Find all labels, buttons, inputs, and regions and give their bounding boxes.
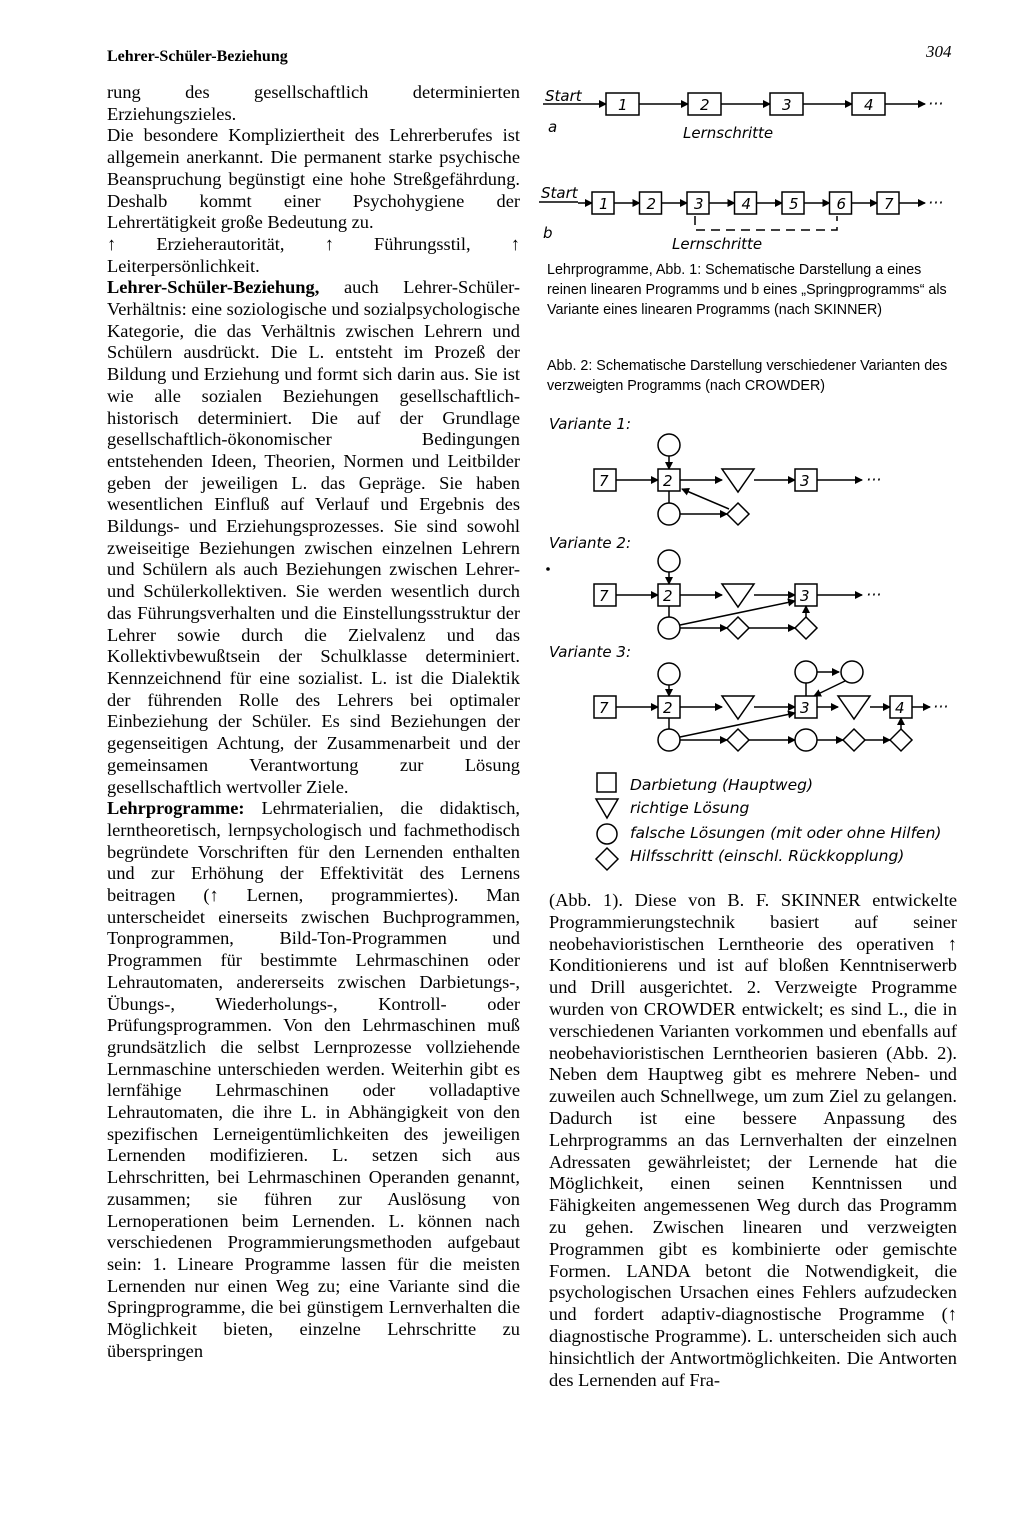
svg-text:···: ··· <box>933 697 949 716</box>
variant-label: Variante 2: <box>549 534 632 552</box>
diamond-node <box>727 617 749 639</box>
start-label: Start <box>541 184 578 202</box>
circle-node <box>658 729 680 751</box>
entry-text: auch Lehrer-Schüler-Verhältnis: eine soziologische und sozialpsychologische Kategorie, die das Verhältnis zwischen Lehrern und Schülern ausdrückt. Die L. entsteht im Prozeß der Bildung und Erziehung und formt sich darin aus. Sie ist wie alle sozialen Beziehungen gesellschaftlich-historisch determiniert. Die auf der Grundlage gesellschaftlich-ökonomischer Bedingungen entstehenden Ideen, Theorien, Normen und Leitbilder geben der jeweiligen L. das Gepräge. Sie haben wesentlichen Einfluß auf Verlauf und Ergebnis des Bildungs- und Erziehungsprozesses. Sie sind sowohl zweiseitige Beziehungen zwischen einzelnen Lehrern und Schülern als auch Beziehungen zwischen Lehrer- und Schülerkollektiven. Sie werden wesentlich durch das Führungsverhalten und die Einstellungsstruktur der Lehrer sowie durch die Zielvalenz und das Kollektivbewußtsein der Schulklasse determiniert. Kennzeichnend für eine sozialist. L. ist die Dialektik der führenden Rolle des Lehrers bei optimaler Einbeziehung der Schüler. Es sind Beziehungen der gegenseitigen Achtung, der Zusammenarbeit und der gemeinsamen Verantwortung zur Lösung gesellschaftlich wertvoller Ziele. <box>107 277 520 797</box>
svg-text:2: 2 <box>663 699 673 717</box>
step-label: 3 <box>694 195 704 213</box>
steps-label: Lernschritte <box>672 235 763 253</box>
entry-term: Lehrer-Schüler-Beziehung, <box>107 277 320 298</box>
step-label: 1 <box>618 96 628 114</box>
entry-term: Lehrprogramme: <box>107 798 245 819</box>
step-label: 6 <box>836 195 847 213</box>
figure2-variant3 <box>549 643 948 751</box>
triangle-node <box>722 469 754 492</box>
step-label: 4 <box>741 195 752 213</box>
paragraph: (Abb. 1). Diese von B. F. SKINNER entwickelte Programmierungstechnik basiert auf seiner neobehavioristischen Lerntheorie des operativen ↑ Konditionierens und ist auf bloßen Kenntniserwerb und Drill ausgerichtet. 2. Verzweigte Programme wurden von CROWDER entwickelt; es sind L., die in verschiedenen Varianten vorkommen und ebenfalls auf neobehavioristischen Lerntheorien basieren (Abb. 2). Neben dem Hauptweg gibt es mehrere Neben- und zuweilen auch Schnellwege, um zum Ziel zu gelangen. Dadurch ist eine bessere Anpassung des Lehrprogramms an das Lernverhalten der einzelnen Adressaten gewährleistet; der Lernende hat die Möglichkeit, einen seinen Kenntnissen und Fähigkeiten angemessenen Weg durch das Programm zu gehen. Zwischen linearen und verzweigten Programmen gibt es kombinierte oder gemischte Formen. LANDA betont die Notwendigkeit, die psychologischen Ursachen eines Fehlers aufzudecken und fordert adaptiv-diagnostische Programme (↑ diagnostische Programme). L. unterscheiden sich auch hinsichtlich der Antwortmöglichkeiten. Die Antworten des Lernenden auf Fra- <box>549 890 957 1390</box>
svg-text:7: 7 <box>599 587 609 605</box>
diamond-node <box>727 729 749 751</box>
figure2-caption: Abb. 2: Schematische Darstellung verschiedener Varianten des verzweigten Programms (nach CROWDER) <box>547 358 948 394</box>
step-label: 2 <box>700 96 710 114</box>
ellipsis: ··· <box>928 193 944 212</box>
svg-text:···: ··· <box>866 470 882 489</box>
circle-icon <box>597 824 617 844</box>
square-icon <box>597 773 616 792</box>
figure1-caption: Lehrprogramme, Abb. 1: Schematische Darstellung a eines reinen linearen Programms und b eines „Springprogramms“ als Variante eines linearen Programms (nach SKINNER) <box>547 262 947 318</box>
label-a: a <box>548 118 558 136</box>
speck <box>546 567 550 571</box>
svg-text:2: 2 <box>663 587 673 605</box>
page-number: 304 <box>926 42 952 61</box>
triangle-node <box>838 696 870 719</box>
step-label: 7 <box>884 195 894 213</box>
diamond-node <box>795 617 817 639</box>
circle-node <box>658 550 680 572</box>
svg-text:7: 7 <box>599 472 609 490</box>
entry-text: Lehrmaterialien, die didaktisch, lerntheoretisch, lernpsychologisch und fachmethodisch begründete Vorschriften für den Lernenden enthalten und zur Erhöhung der Effektivität des Lernens beitragen (↑ Lernen, programmiertes). Man unterscheidet einerseits zwischen Buchprogrammen, Tonprogrammen, Bild-Ton-Programmen und Programmen für bestimmte Lehrmaschinen oder Lehrautomaten, andererseits zwischen Darbietungs-, Übungs-, Wiederholungs-, Kontroll- oder Prüfungsprogrammen. Von den Lehrmaschinen muß grundsätzlich die selbst Lernprozesse vollziehende Lernmaschine unterschieden werden. Weiterhin gibt es lernfähige Lehrmaschinen oder volladaptive Lehrautomaten, die ihre L. in Abhängigkeit von den spezifischen Lerneigentümlichkeiten des jeweiligen Lernenden modifizieren. L. setzen sich aus Lehrschritten, bei Lehrmaschinen Operanden genannt, zusammen; sie führen zur Auslösung von Lernoperationen beim Lernenden. L. können nach verschiedenen Programmierungsmethoden aufgebaut sein: 1. Lineare Programme lassen für die meisten Lernenden nur einen Weg zu; eine Variante sind die Springprogramme, die bei günstigem Lernverhalten die Möglichkeit bieten, einzelne Lehrschritte zu überspringen <box>107 798 520 1361</box>
figure1a <box>543 87 943 142</box>
ellipsis: ··· <box>928 94 944 113</box>
diamond-icon <box>596 848 618 870</box>
variant-label: Variante 1: <box>549 415 632 433</box>
svg-text:3: 3 <box>800 699 810 717</box>
diamond-node <box>727 503 749 525</box>
variant-label: Variante 3: <box>549 643 632 661</box>
circle-node <box>658 434 680 456</box>
step-label: 1 <box>599 195 609 213</box>
legend-label: Darbietung (Hauptweg) <box>630 776 814 794</box>
steps-label: Lernschritte <box>683 124 774 142</box>
paragraph: Die besondere Kompliziertheit des Lehrerberufes ist allgemein anerkannt. Die permanent starke psychische Beanspruchung begünstigt eine hohe Streßgefährdung. Deshalb kommt einer Psychohygiene der Lehrertätigkeit große Bedeutung zu. <box>107 125 520 233</box>
step-label: 4 <box>864 96 874 114</box>
step-label: 2 <box>646 195 657 213</box>
legend-label: falsche Lösungen (mit oder ohne Hilfen) <box>630 824 942 842</box>
legend <box>596 773 941 870</box>
label-b: b <box>543 224 553 242</box>
legend-label: Hilfsschritt (einschl. Rückkopplung) <box>630 847 905 865</box>
figure1b <box>539 184 943 253</box>
paragraph: ↑ Erzieherautorität, ↑ Führungsstil, ↑ Leiterpersönlichkeit. <box>107 233 520 276</box>
svg-text:3: 3 <box>800 472 810 490</box>
svg-text:7: 7 <box>599 699 609 717</box>
figure2-variant2 <box>546 534 881 639</box>
svg-text:3: 3 <box>800 587 810 605</box>
figure2-variant1 <box>549 415 881 525</box>
circle-node <box>658 663 680 685</box>
diamond-node <box>890 729 912 751</box>
triangle-node <box>722 584 754 607</box>
circle-node <box>841 661 863 683</box>
circle-node <box>658 617 680 639</box>
triangle-node <box>722 696 754 719</box>
right-column <box>549 890 957 1391</box>
step-label: 3 <box>782 96 792 114</box>
running-head: Lehrer-Schüler-Beziehung <box>107 48 288 65</box>
paragraph: rung des gesellschaftlich determinierten Erziehungszieles. <box>107 82 520 124</box>
svg-text:2: 2 <box>663 472 673 490</box>
skip-path <box>695 216 837 230</box>
legend-label: richtige Lösung <box>630 799 750 817</box>
start-label: Start <box>545 87 582 105</box>
triangle-icon <box>596 799 618 818</box>
svg-text:4: 4 <box>895 699 905 717</box>
circle-node <box>795 661 817 683</box>
circle-node <box>658 503 680 525</box>
diamond-node <box>843 729 865 751</box>
svg-text:···: ··· <box>866 585 882 604</box>
step-label: 5 <box>789 195 799 213</box>
circle-node <box>795 729 817 751</box>
